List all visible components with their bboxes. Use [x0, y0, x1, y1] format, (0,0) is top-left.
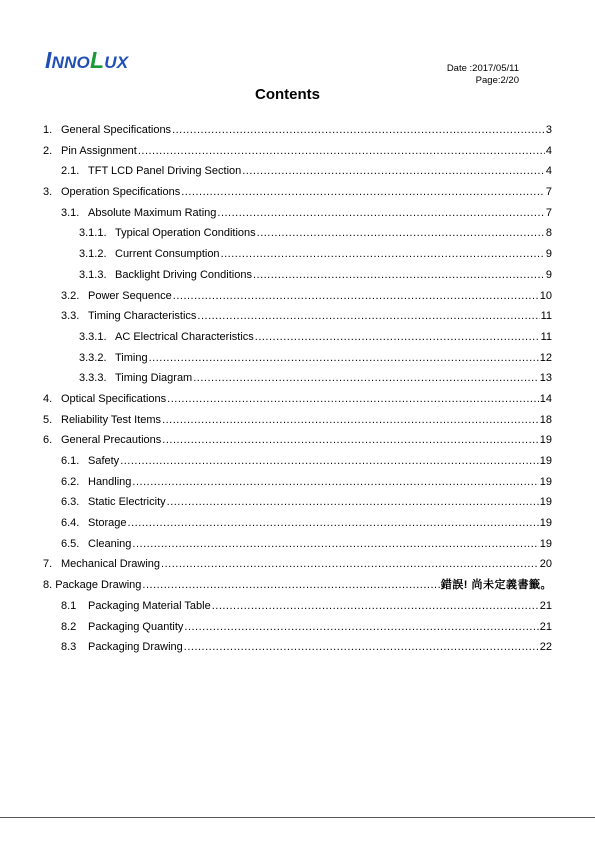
toc-dot-leader [128, 513, 539, 534]
toc-dot-leader [255, 327, 540, 348]
toc-entry-label: Timing Diagram [115, 372, 193, 385]
toc-entry[interactable] [43, 161, 552, 182]
toc-entry-label: Packaging Quantity [88, 620, 184, 633]
logo-letters-nno: NNO [51, 53, 90, 72]
toc-entry-number: 6.1. [61, 455, 80, 467]
toc-dot-leader [162, 430, 538, 451]
toc-entry-label: Safety [88, 455, 120, 467]
toc-entry[interactable] [43, 120, 552, 141]
toc-entry-page: 11 [540, 310, 552, 323]
toc-dot-leader [221, 244, 545, 265]
toc-entry-number: 8.3 [61, 641, 77, 654]
toc-entry[interactable] [43, 410, 552, 431]
toc-dot-leader [181, 182, 545, 203]
toc-entry-label: Static Electricity [88, 496, 166, 509]
toc-entry-page: 錯誤! 尚未定義書籤。 [440, 579, 552, 592]
toc-entry-number: 3.1.2. [79, 248, 107, 261]
toc-entry-number: 8.2 [61, 620, 77, 633]
toc-entry-number: 3.1. [61, 206, 80, 219]
toc-entry[interactable] [43, 306, 552, 327]
toc-entry-page: 3 [545, 124, 552, 136]
toc-entry-number: 3.1.3. [79, 268, 107, 281]
toc-entry[interactable] [43, 513, 552, 534]
toc-entry-label: Reliability Test Items [61, 413, 162, 426]
toc-entry[interactable] [43, 348, 552, 369]
header-page-number: Page:2/20 [475, 75, 519, 86]
toc-entry-page: 10 [539, 289, 552, 302]
toc-entry-number: 6.5. [61, 537, 80, 550]
toc-entry-number: 3.3.3. [79, 372, 107, 385]
toc-entry-label: Power Sequence [88, 289, 172, 302]
toc-entry-page: 4 [545, 165, 552, 178]
toc-dot-leader [132, 534, 538, 555]
toc-entry-label: Storage [88, 517, 127, 530]
toc-entry-page: 9 [545, 268, 552, 281]
toc-dot-leader [197, 306, 539, 327]
toc-entry-label: General Specifications [61, 124, 172, 136]
toc-entry-number: 7. [43, 558, 53, 571]
toc-entry-label: Backlight Driving Conditions [115, 268, 252, 281]
toc-entry-number: 6. [43, 434, 53, 447]
toc-entry[interactable] [43, 182, 552, 203]
toc-entry-page: 19 [539, 496, 552, 509]
toc-entry-label: Handling [88, 475, 132, 488]
toc-entry[interactable] [43, 203, 552, 224]
toc-entry-number: 2. [43, 144, 53, 157]
toc-entry-page: 21 [539, 620, 552, 633]
toc-entry-page: 7 [545, 186, 552, 199]
header-meta [447, 63, 519, 87]
header-date: Date :2017/05/11 [446, 63, 519, 74]
toc-dot-leader [217, 203, 544, 224]
toc-entry-number: 6.2. [61, 475, 80, 488]
toc-dot-leader [167, 492, 539, 513]
toc-entry-number: 2.1. [61, 165, 80, 178]
toc-entry-number: 8.1 [61, 599, 77, 612]
toc-entry-number: 3.2. [61, 289, 80, 302]
toc-dot-leader [167, 389, 539, 410]
toc-entry-page: 22 [539, 641, 552, 654]
toc-entry-number: 6.4. [61, 517, 80, 530]
toc-dot-leader [184, 617, 538, 638]
toc-entry[interactable] [43, 286, 552, 307]
toc-entry-page: 4 [545, 144, 552, 157]
toc-entry[interactable] [43, 575, 552, 596]
logo-letter-i: I [45, 47, 52, 73]
toc-entry-label: General Precautions [61, 434, 162, 447]
toc-entry[interactable] [43, 617, 552, 638]
toc-entry-label: Cleaning [88, 537, 132, 550]
toc-dot-leader [193, 368, 539, 389]
toc-entry-label: Pin Assignment [61, 144, 137, 157]
toc-entry-number: 3.3. [61, 310, 80, 323]
toc-entry-page: 14 [539, 392, 552, 405]
toc-entry-number: 4. [43, 392, 53, 405]
logo-letters-ux: UX [104, 53, 129, 72]
toc-dot-leader [161, 554, 539, 575]
toc-entry[interactable] [43, 492, 552, 513]
toc-entry-page: 18 [539, 413, 552, 426]
toc-entry-label: Typical Operation Conditions [115, 227, 256, 240]
toc-entry-number: 3.1.1. [79, 227, 107, 240]
toc-entry[interactable] [43, 534, 552, 555]
toc-entry-label: AC Electrical Characteristics [115, 330, 254, 343]
toc-entry-page: 19 [539, 475, 552, 488]
toc-dot-leader [172, 120, 545, 141]
toc-dot-leader [253, 265, 545, 286]
toc-entry-page: 11 [540, 330, 552, 343]
toc-dot-leader [149, 348, 539, 369]
toc-dot-leader [257, 223, 545, 244]
toc-dot-leader [138, 141, 545, 162]
toc-dot-leader [184, 637, 539, 658]
toc-entry[interactable] [43, 223, 552, 244]
toc-entry[interactable] [43, 368, 552, 389]
toc-entry-label: Current Consumption [115, 248, 220, 261]
toc-entry[interactable] [43, 430, 552, 451]
toc-entry-label: Package Drawing [55, 579, 142, 592]
toc-entry-number: 3.3.2. [79, 351, 107, 364]
toc-entry-label: Packaging Material Table [88, 599, 211, 612]
table-of-contents [43, 120, 552, 658]
toc-entry[interactable] [43, 451, 552, 472]
toc-entry-page: 19 [539, 537, 552, 550]
footer-divider [0, 817, 595, 818]
toc-entry-page: 19 [539, 517, 552, 530]
innolux-logo [45, 49, 128, 72]
toc-entry-label: Timing [115, 351, 148, 364]
toc-entry-label: TFT LCD Panel Driving Section [88, 165, 242, 178]
toc-entry[interactable] [43, 637, 552, 658]
toc-entry-page: 19 [539, 455, 552, 467]
toc-entry-label: Mechanical Drawing [61, 558, 161, 571]
toc-dot-leader [173, 286, 539, 307]
toc-entry[interactable] [43, 327, 552, 348]
toc-dot-leader [132, 472, 538, 493]
toc-entry-number: 6.3. [61, 496, 80, 509]
toc-dot-leader [120, 451, 539, 472]
toc-entry-label: Absolute Maximum Rating [88, 206, 217, 219]
toc-entry-page: 12 [539, 351, 552, 364]
logo-letter-l: L [89, 47, 105, 73]
toc-entry-page: 9 [545, 248, 552, 261]
toc-entry-page: 20 [539, 558, 552, 571]
page-title: Contents [255, 86, 320, 103]
toc-entry-number: 8. [43, 579, 53, 592]
toc-entry[interactable] [43, 265, 552, 286]
toc-entry-page: 7 [545, 206, 552, 219]
toc-entry[interactable] [43, 244, 552, 265]
toc-entry[interactable] [43, 472, 552, 493]
toc-entry-page: 19 [539, 434, 552, 447]
toc-entry-page: 21 [539, 599, 552, 612]
toc-dot-leader [242, 161, 545, 182]
toc-entry[interactable] [43, 141, 552, 162]
toc-entry-number: 5. [43, 413, 53, 426]
toc-dot-leader [142, 575, 439, 596]
toc-entry-number: 1. [43, 124, 53, 136]
toc-entry[interactable] [43, 596, 552, 617]
toc-dot-leader [212, 596, 539, 617]
toc-entry-page: 8 [545, 227, 552, 240]
toc-entry-page: 13 [539, 372, 552, 385]
toc-dot-leader [162, 410, 539, 431]
toc-entry-label: Packaging Drawing [88, 641, 183, 654]
toc-entry-label: Timing Characteristics [88, 310, 197, 323]
toc-entry-label: Optical Specifications [61, 392, 167, 405]
toc-entry[interactable] [43, 554, 552, 575]
toc-entry[interactable] [43, 389, 552, 410]
toc-entry-number: 3.3.1. [79, 330, 107, 343]
toc-entry-number: 3. [43, 186, 53, 199]
toc-entry-label: Operation Specifications [61, 186, 181, 199]
